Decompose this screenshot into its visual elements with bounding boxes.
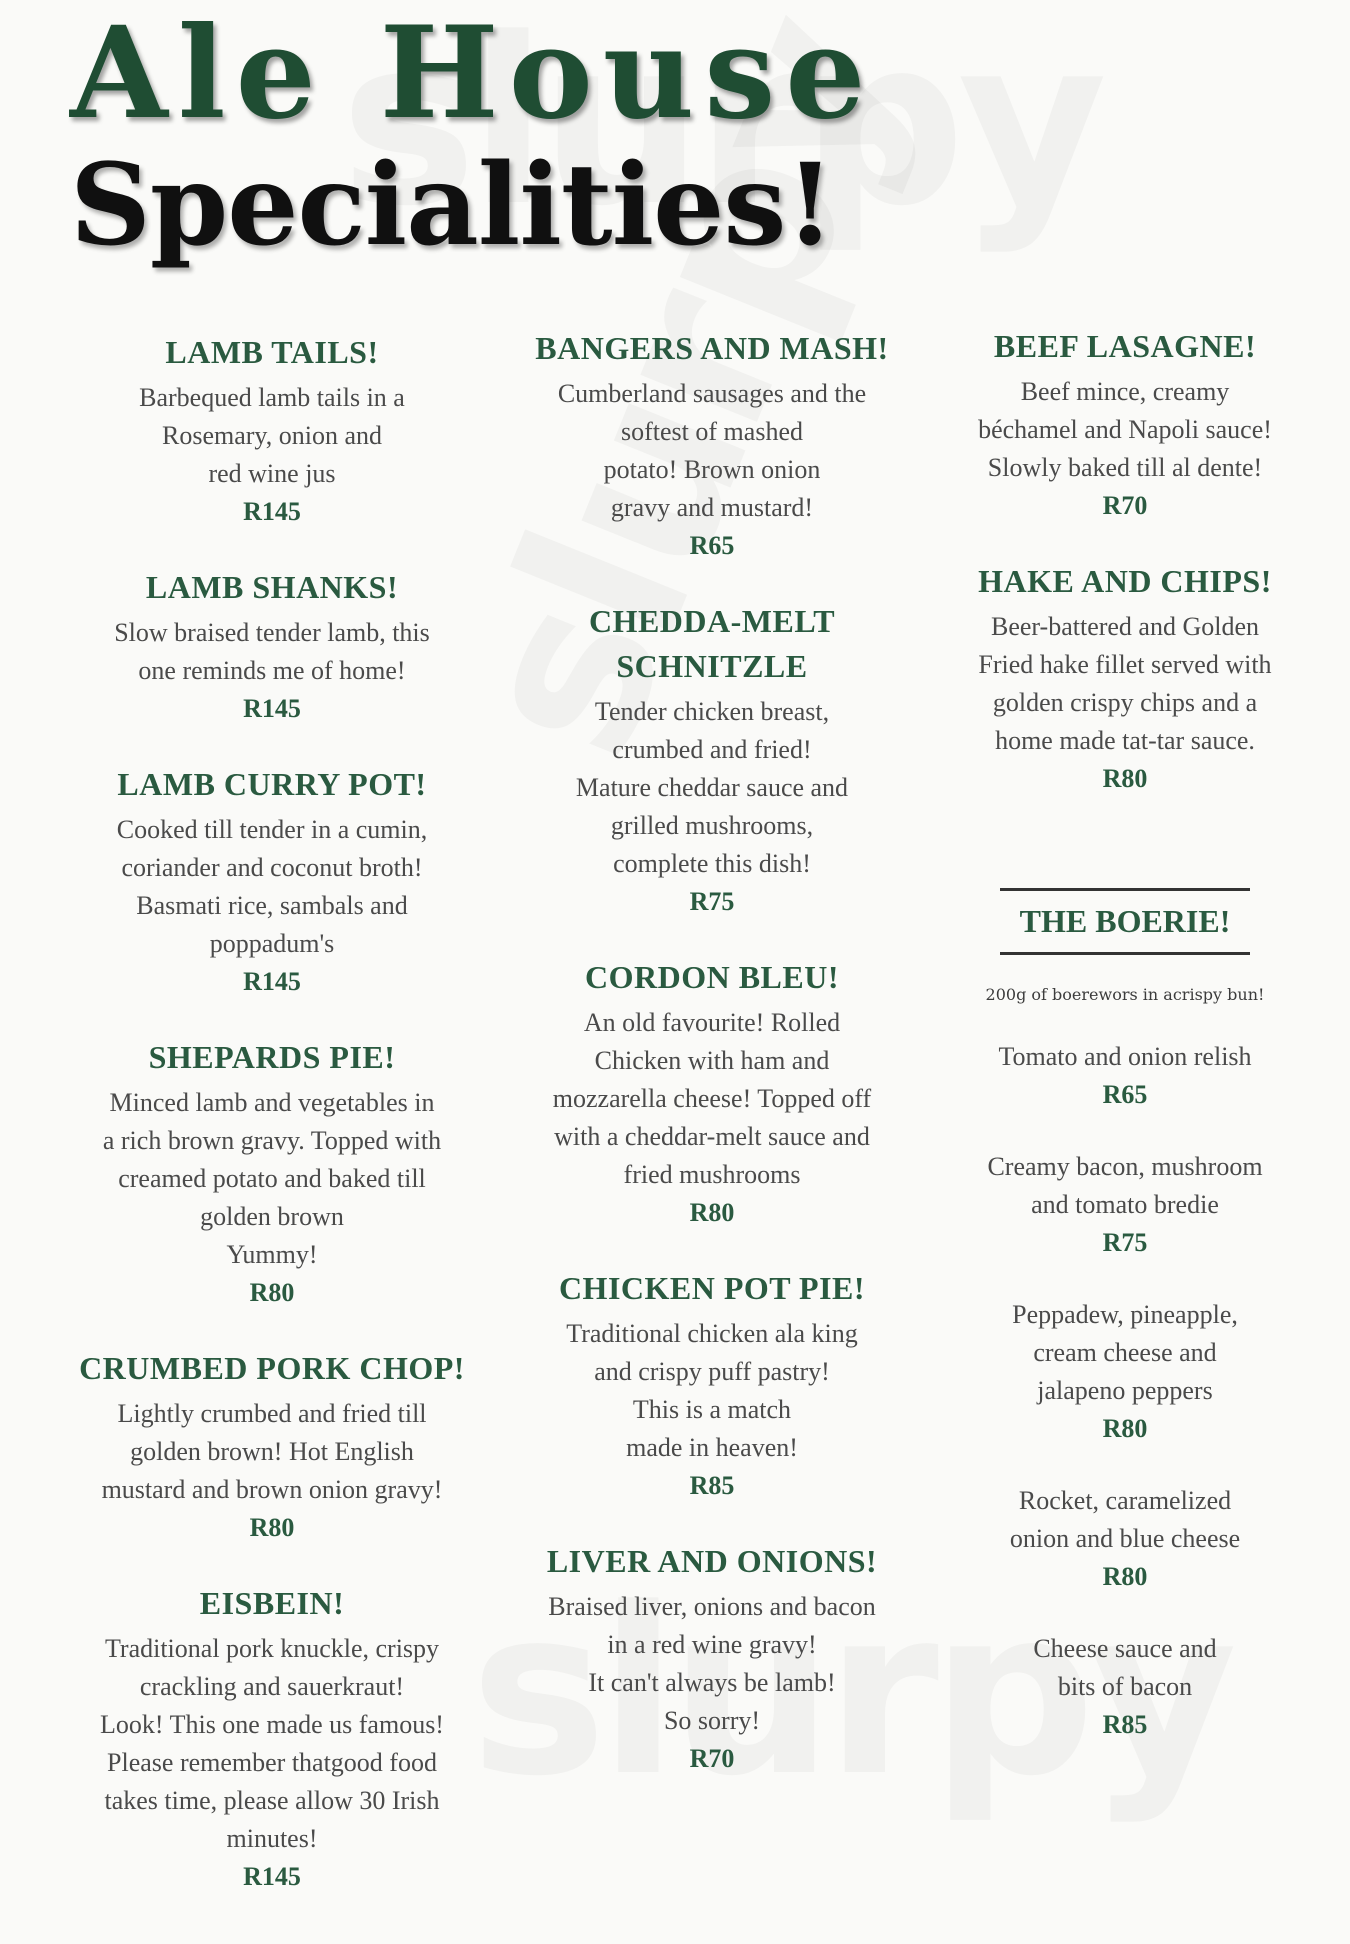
menu-item bbox=[508, 326, 916, 565]
description-line: and tomato bredie bbox=[1031, 1190, 1219, 1219]
option-description bbox=[940, 1482, 1310, 1558]
description-line: Cooked till tender in a cumin, bbox=[116, 815, 428, 844]
description-line: jalapeno peppers bbox=[1037, 1376, 1213, 1405]
description-line: a rich brown gravy. Topped with bbox=[102, 1126, 442, 1155]
description-line: softest of mashed bbox=[621, 417, 803, 446]
dish-price: R80 bbox=[1102, 764, 1148, 793]
description-line: Mature cheddar sauce and bbox=[575, 773, 849, 802]
description-line: Cheese sauce and bbox=[1033, 1634, 1217, 1663]
dish-price: R80 bbox=[689, 1198, 735, 1227]
boerie-option bbox=[940, 1482, 1310, 1596]
description-line: Minced lamb and vegetables in bbox=[109, 1088, 435, 1117]
menu-item bbox=[62, 762, 482, 1001]
description-line: coriander and coconut broth! bbox=[121, 853, 423, 882]
dish-description bbox=[62, 1395, 482, 1509]
description-line: Tender chicken breast, bbox=[594, 697, 830, 726]
boerie-intro bbox=[940, 985, 1310, 1004]
description-line: Please remember thatgood food bbox=[107, 1748, 437, 1777]
option-description bbox=[940, 1296, 1310, 1410]
dish-description bbox=[508, 693, 916, 883]
option-price: R85 bbox=[1102, 1710, 1148, 1739]
description-line: Rosemary, onion and bbox=[162, 421, 382, 450]
description-line: It can't always be lamb! bbox=[588, 1668, 836, 1697]
menu-column-2 bbox=[508, 326, 916, 1812]
description-line: Creamy bacon, mushroom bbox=[987, 1152, 1263, 1181]
description-line: Beef mince, creamy bbox=[1020, 377, 1230, 406]
dish-name: LAMB TAILS! bbox=[165, 334, 379, 370]
dish-name: HAKE AND CHIPS! bbox=[978, 563, 1272, 599]
description-line: grilled mushrooms, bbox=[610, 811, 814, 840]
description-line: mozzarella cheese! Topped off bbox=[552, 1084, 872, 1113]
dish-price: R85 bbox=[689, 1471, 735, 1500]
description-line: home made tat-tar sauce. bbox=[995, 726, 1255, 755]
description-line: mustard and brown onion gravy! bbox=[101, 1475, 443, 1504]
description-line: Braised liver, onions and bacon bbox=[548, 1592, 876, 1621]
description-line: Chicken with ham and bbox=[594, 1046, 830, 1075]
dish-description bbox=[62, 379, 482, 493]
dish-price: R145 bbox=[243, 1862, 301, 1891]
menu-item bbox=[940, 559, 1310, 798]
option-price: R80 bbox=[1102, 1562, 1148, 1591]
option-price: R75 bbox=[1102, 1228, 1148, 1257]
dish-name: LAMB SHANKS! bbox=[145, 569, 399, 605]
description-line: red wine jus bbox=[208, 459, 336, 488]
description-line: crumbed and fried! bbox=[612, 735, 812, 764]
dish-name: BANGERS AND MASH! bbox=[535, 330, 889, 366]
description-line: onion and blue cheese bbox=[1009, 1524, 1241, 1553]
description-line: Lightly crumbed and fried till bbox=[117, 1399, 427, 1428]
option-description bbox=[940, 1038, 1310, 1076]
description-line: Beer-battered and Golden bbox=[990, 612, 1260, 641]
description-line: and crispy puff pastry! bbox=[594, 1357, 830, 1386]
description-line: Tomato and onion relish bbox=[998, 1042, 1252, 1071]
description-line: made in heaven! bbox=[626, 1433, 798, 1462]
boerie-option bbox=[940, 1148, 1310, 1262]
dish-price: R70 bbox=[689, 1744, 735, 1773]
description-line: takes time, please allow 30 Irish bbox=[104, 1786, 440, 1815]
dish-description bbox=[62, 1084, 482, 1274]
description-line: with a cheddar-melt sauce and bbox=[554, 1122, 870, 1151]
description-line: Traditional pork knuckle, crispy bbox=[104, 1634, 440, 1663]
description-line: poppadum's bbox=[209, 929, 335, 958]
description-line: Yummy! bbox=[226, 1240, 318, 1269]
dish-description bbox=[940, 608, 1310, 760]
menu-item bbox=[62, 1346, 482, 1547]
boerie-option bbox=[940, 1296, 1310, 1448]
description-line: This is a match bbox=[632, 1395, 792, 1424]
dish-name: CORDON BLEU! bbox=[584, 959, 839, 995]
dish-price: R145 bbox=[243, 694, 301, 723]
description-line: fried mushrooms bbox=[623, 1160, 801, 1189]
description-line: Look! This one made us famous! bbox=[100, 1710, 444, 1739]
boerie-heading: THE BOERIE! bbox=[1000, 888, 1250, 955]
description-line: creamed potato and baked till bbox=[118, 1164, 426, 1193]
description-line: golden crispy chips and a bbox=[992, 688, 1258, 717]
dish-price: R145 bbox=[243, 967, 301, 996]
menu-column-3 bbox=[940, 324, 1310, 1778]
option-description bbox=[940, 1148, 1310, 1224]
dish-description bbox=[508, 375, 916, 527]
dish-description bbox=[508, 1588, 916, 1740]
description-line: gravy and mustard! bbox=[610, 493, 814, 522]
description-line: cream cheese and bbox=[1033, 1338, 1217, 1367]
dish-description bbox=[62, 1630, 482, 1858]
description-line: in a red wine gravy! bbox=[607, 1630, 817, 1659]
description-line: golden brown! Hot English bbox=[130, 1437, 414, 1466]
menu-item bbox=[62, 330, 482, 531]
description-line: 200g of boerewors in a bbox=[985, 985, 1173, 1004]
dish-name: CHEDDA-MELT SCHNITZLE bbox=[588, 603, 836, 684]
description-line: Traditional chicken ala king bbox=[566, 1319, 858, 1348]
option-price: R80 bbox=[1102, 1414, 1148, 1443]
dish-description bbox=[508, 1315, 916, 1467]
description-line: Slow braised tender lamb, this bbox=[114, 618, 430, 647]
dish-price: R70 bbox=[1102, 491, 1148, 520]
description-line: An old favourite! Rolled bbox=[583, 1008, 841, 1037]
menu-item bbox=[62, 1035, 482, 1312]
dish-name: BEEF LASAGNE! bbox=[993, 328, 1257, 364]
menu-item bbox=[62, 1581, 482, 1896]
dish-name: LIVER AND ONIONS! bbox=[546, 1543, 878, 1579]
description-line: one reminds me of home! bbox=[138, 656, 406, 685]
boerie-option bbox=[940, 1630, 1310, 1744]
description-line: Barbequed lamb tails in a bbox=[139, 383, 405, 412]
dish-name: CHICKEN POT PIE! bbox=[558, 1270, 866, 1306]
dish-description bbox=[62, 614, 482, 690]
description-line: Basmati rice, sambals and bbox=[136, 891, 408, 920]
menu-title: Ale House bbox=[70, 0, 876, 147]
description-line: crackling and sauerkraut! bbox=[139, 1672, 405, 1701]
menu-item bbox=[508, 955, 916, 1232]
dish-price: R65 bbox=[689, 531, 735, 560]
dish-description bbox=[508, 1004, 916, 1194]
menu-item bbox=[508, 1266, 916, 1505]
description-line: Cumberland sausages and the bbox=[557, 379, 867, 408]
boerie-section bbox=[940, 985, 1310, 1744]
description-line: Fried hake fillet served with bbox=[978, 650, 1272, 679]
description-line: golden brown bbox=[200, 1202, 344, 1231]
dish-price: R80 bbox=[249, 1513, 295, 1542]
menu-subtitle: Specialities! bbox=[70, 140, 834, 271]
description-line: crispy bun! bbox=[1172, 985, 1265, 1004]
dish-price: R80 bbox=[249, 1278, 295, 1307]
menu-item bbox=[62, 565, 482, 728]
description-line: Rocket, caramelized bbox=[1018, 1486, 1232, 1515]
description-line: béchamel and Napoli sauce! bbox=[978, 415, 1272, 444]
boerie-option bbox=[940, 1038, 1310, 1114]
description-line: complete this dish! bbox=[613, 849, 811, 878]
dish-name: LAMB CURRY POT! bbox=[117, 766, 427, 802]
description-line: So sorry! bbox=[663, 1706, 761, 1735]
menu-column-1 bbox=[62, 330, 482, 1930]
menu-item bbox=[940, 324, 1310, 525]
option-price: R65 bbox=[1102, 1080, 1148, 1109]
description-line: Slowly baked till al dente! bbox=[987, 453, 1263, 482]
dish-description bbox=[940, 373, 1310, 487]
option-description bbox=[940, 1630, 1310, 1706]
description-line: bits of bacon bbox=[1057, 1672, 1193, 1701]
description-line: potato! Brown onion bbox=[603, 455, 821, 484]
dish-name: CRUMBED PORK CHOP! bbox=[79, 1350, 465, 1386]
description-line: minutes! bbox=[226, 1824, 318, 1853]
dish-price: R75 bbox=[689, 887, 735, 916]
description-line: Peppadew, pineapple, bbox=[1012, 1300, 1238, 1329]
dish-description bbox=[62, 811, 482, 963]
menu-item bbox=[508, 1539, 916, 1778]
dish-price: R145 bbox=[243, 497, 301, 526]
dish-name: EISBEIN! bbox=[199, 1585, 345, 1621]
dish-name: SHEPARDS PIE! bbox=[148, 1039, 396, 1075]
menu-item bbox=[508, 599, 916, 921]
